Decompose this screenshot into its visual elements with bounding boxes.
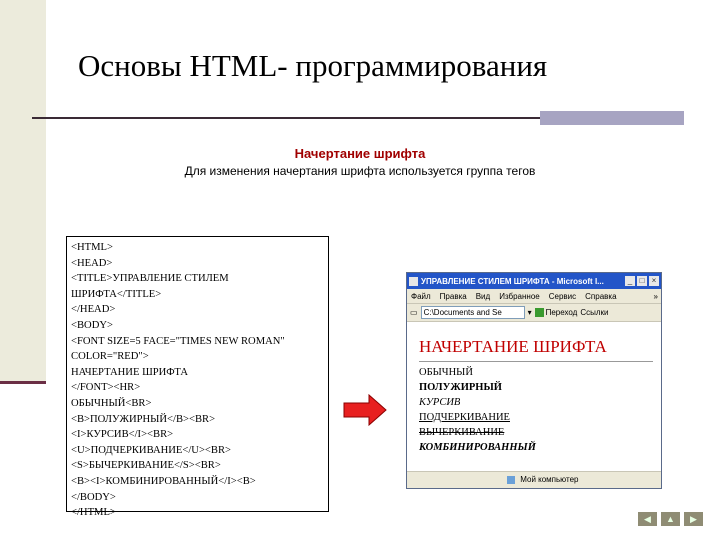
browser-menu-bar [407, 289, 661, 304]
ie-icon [409, 277, 418, 286]
browser-content [407, 321, 661, 472]
rendered-combined-text: КОМБИНИРОВАННЫЙ [419, 442, 536, 453]
windows-flag-icon: » [653, 291, 658, 301]
next-slide-icon[interactable]: ▶ [684, 512, 703, 526]
dropdown-icon[interactable]: ▾ [527, 308, 532, 317]
code-line: <B><I>КОМБИНИРОВАННЫЙ</I><B> [71, 475, 256, 487]
code-line: <FONT SIZE=5 FACE="TIMES NEW ROMAN" [71, 335, 285, 347]
title-rule [32, 117, 540, 119]
code-line: <TITLE>УПРАВЛЕНИЕ СТИЛЕМ [71, 273, 229, 285]
rendered-underline-text: ПОДЧЕРКИВАНИЕ [419, 412, 510, 423]
menu-help[interactable]: Справка [585, 291, 617, 301]
code-line: ШРИФТА</TITLE> [71, 288, 162, 300]
browser-address-bar [407, 304, 661, 322]
code-line: ОБЫЧНЫЙ<BR> [71, 397, 152, 409]
code-line: <S>БЫЧЕРКИВАНИЕ</S><BR> [71, 460, 221, 472]
code-line: <I>КУРСИВ</I><BR> [71, 429, 174, 441]
menu-tools[interactable]: Сервис [548, 291, 577, 301]
address-input[interactable]: C:\Documents and Se [421, 306, 525, 319]
html-code-listing [66, 236, 329, 519]
home-icon[interactable]: ▲ [661, 512, 680, 526]
code-line: <HTML> [71, 242, 113, 253]
browser-title-bar [407, 273, 661, 289]
go-button[interactable]: Переход [545, 308, 578, 317]
browser-status-bar [407, 471, 661, 488]
rendered-hr [419, 361, 653, 362]
code-line: <HEAD> [71, 257, 113, 269]
slide-caption: Для изменения начертания шрифта используется группа тегов [184, 164, 536, 178]
code-line: </BODY> [71, 491, 116, 503]
slide-subtitle: Начертание шрифта [294, 146, 426, 161]
slide-title: Основы HTML- программирования [78, 48, 548, 83]
links-button[interactable]: Ссылки [580, 308, 609, 317]
folder-icon: ▭ [410, 308, 418, 317]
code-line: НАЧЕРТАНИЕ ШРИФТА [71, 366, 189, 378]
close-icon[interactable]: × [649, 276, 659, 286]
rendered-normal-text: ОБЫЧНЫЙ [419, 367, 473, 378]
right-arrow-icon [343, 394, 387, 426]
code-line: </HTML> [71, 507, 116, 519]
browser-window [406, 272, 662, 489]
prev-slide-icon[interactable]: ◀ [638, 512, 657, 526]
status-text: Мой компьютер [520, 475, 579, 484]
slide-sidebar-decoration [0, 0, 46, 384]
rendered-bold-text: ПОЛУЖИРНЫЙ [419, 382, 502, 393]
menu-view[interactable]: Вид [475, 291, 491, 301]
menu-file[interactable]: Файл [411, 291, 431, 301]
maximize-icon[interactable]: □ [637, 276, 647, 286]
title-rule-accent [540, 111, 684, 125]
code-line: <B>ПОЛУЖИРНЫЙ</B><BR> [71, 413, 216, 425]
menu-edit[interactable]: Правка [439, 291, 467, 301]
rendered-heading: НАЧЕРТАНИЕ ШРИФТА [419, 337, 607, 356]
code-line: <U>ПОДЧЕРКИВАНИЕ</U><BR> [71, 444, 232, 456]
rendered-italic-text: КУРСИВ [419, 397, 461, 408]
code-line: COLOR="RED"> [71, 351, 149, 363]
computer-icon [507, 476, 515, 484]
code-line: </HEAD> [71, 304, 116, 316]
browser-window-title: УПРАВЛЕНИЕ СТИЛЕМ ШРИФТА - Microsoft I... [421, 276, 604, 286]
sidebar-accent-line [0, 381, 46, 384]
menu-favorites[interactable]: Избранное [499, 291, 540, 301]
rendered-strike-text: ВЫЧЕРКИВАНИЕ [419, 427, 505, 438]
code-line: </FONT><HR> [71, 382, 141, 394]
go-icon[interactable] [535, 308, 544, 317]
code-line: <BODY> [71, 319, 113, 331]
minimize-icon[interactable]: _ [625, 276, 635, 286]
